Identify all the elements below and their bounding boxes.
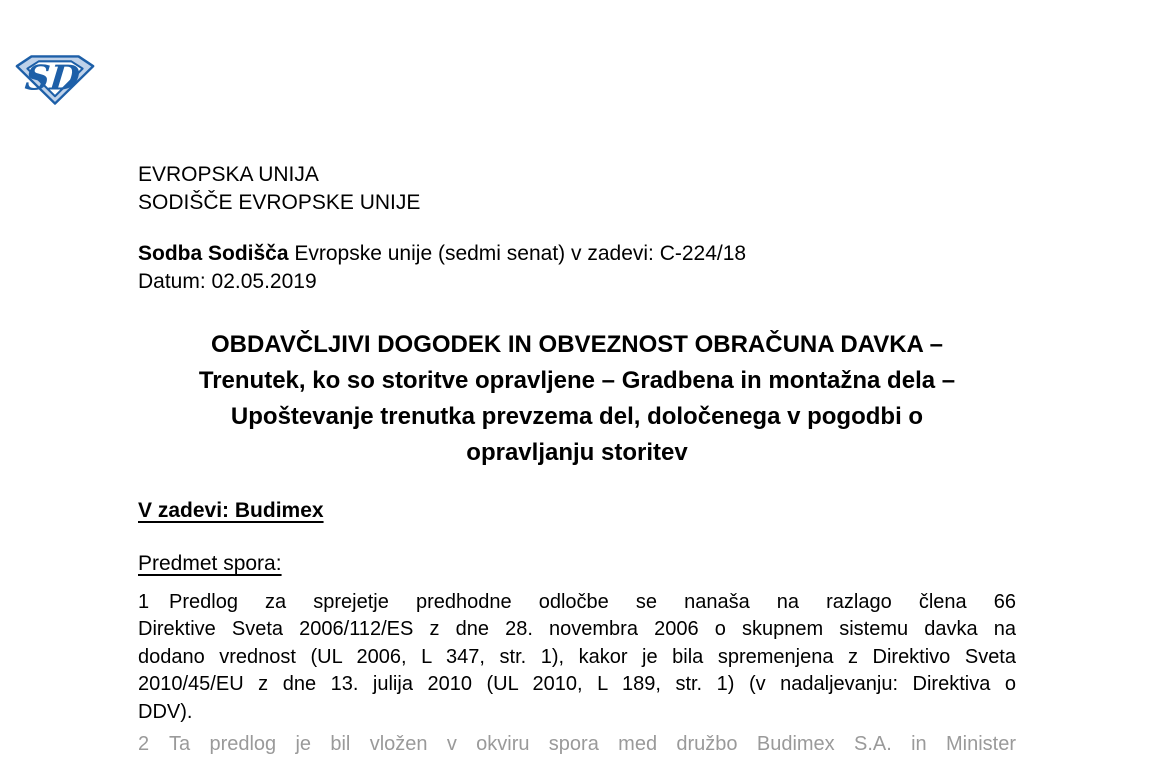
title-line-2: Trenutek, ko so storitve opravljene – Gradbena in montažna dela – bbox=[198, 367, 956, 394]
title-line-1: OBDAVČLJIVI DOGODEK IN OBVEZNOST OBRAČUNA DAVKA – bbox=[210, 331, 944, 358]
paragraph-1-line-3: dodano vrednost (UL 2006, L 347, str. 1), kakor je bila spremenjena z Direktivo Sveta bbox=[138, 645, 1016, 668]
paragraph-1-line-1 bbox=[138, 589, 1016, 616]
case-line-judgment: Sodba Sodišča bbox=[138, 242, 289, 265]
date-line: Datum: 02.05.2019 bbox=[138, 270, 317, 293]
case-reference-text: V zadevi: Budimex bbox=[138, 499, 324, 522]
case-line bbox=[138, 240, 1016, 268]
paragraph-1-number: 1 bbox=[138, 591, 150, 613]
title-line-4: opravljanju storitev bbox=[466, 439, 688, 466]
sodisce-eu-shield-logo bbox=[14, 54, 96, 106]
org-line-court: SODIŠČE EVROPSKE UNIJE bbox=[138, 191, 421, 214]
paragraph-2-number: 2 bbox=[138, 733, 150, 755]
case-line-detail: Evropske unije (sedmi senat) v zadevi: C-224/18 bbox=[288, 242, 747, 265]
logo-monogram: SD bbox=[23, 58, 82, 99]
section-heading-text: Predmet spora: bbox=[138, 552, 282, 575]
title-line-3: Upoštevanje trenutka prevzema del, določenega v pogodbi o bbox=[230, 403, 924, 430]
paragraph-2-partial-text: Ta predlog je bil vložen v okviru spora med družbo Budimex S.A. in Minister bbox=[169, 733, 1016, 755]
paragraph-1 bbox=[138, 589, 1016, 726]
paragraph-1-line-1-text: Predlog za sprejetje predhodne odločbe se nanaša na razlago člena 66 bbox=[169, 591, 1016, 613]
paragraph-2-cutoff-line bbox=[138, 731, 1016, 758]
institution-header bbox=[138, 161, 1016, 217]
section-heading-subject bbox=[138, 550, 1016, 577]
case-header bbox=[138, 240, 1016, 296]
paragraph-1-line-5: DDV). bbox=[138, 700, 193, 723]
org-line-eu: EVROPSKA UNIJA bbox=[138, 163, 319, 186]
paragraph-1-line-4: 2010/45/EU z dne 13. julija 2010 (UL 2010, L 189, str. 1) (v nadaljevanju: Direktiva o bbox=[138, 673, 1016, 696]
case-reference-heading bbox=[138, 497, 1016, 524]
paragraph-1-line-2: Direktive Sveta 2006/112/ES z dne 28. novembra 2006 o skupnem sistemu davka na bbox=[138, 618, 1016, 641]
document-title bbox=[138, 327, 1016, 471]
